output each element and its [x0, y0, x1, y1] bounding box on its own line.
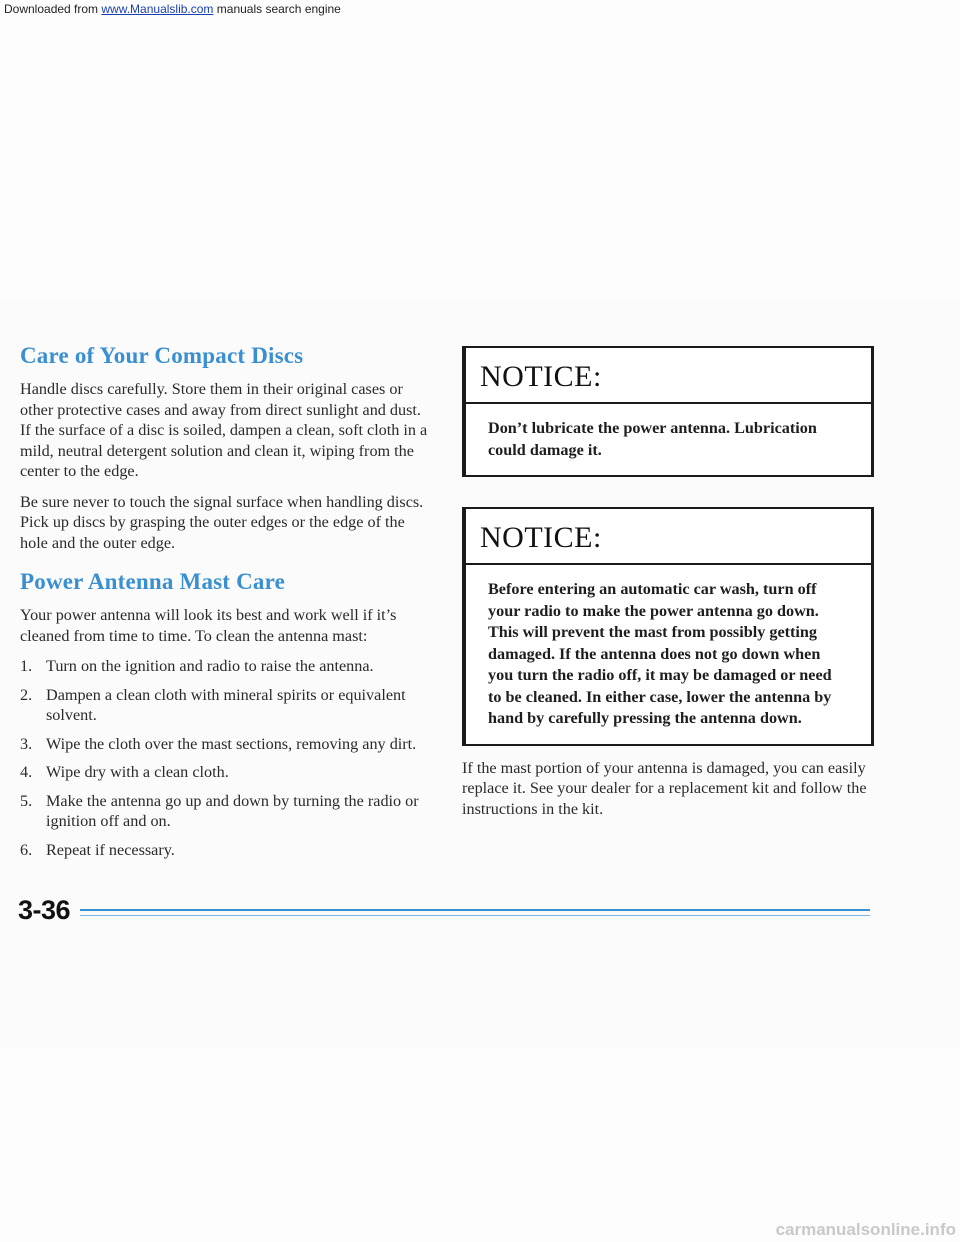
download-banner [4, 2, 341, 16]
antenna-care-heading: Power Antenna Mast Care [20, 569, 286, 594]
notice-title: NOTICE: [466, 509, 871, 565]
step-text: Turn on the ignition and radio to raise the antenna. [46, 657, 374, 675]
notice-box-lubrication [462, 346, 874, 477]
step-text: Dampen a clean cloth with mineral spirits or equivalent solvent. [46, 685, 406, 724]
watermark: carmanualsonline.info [775, 1220, 956, 1239]
footer-rule-thin [80, 915, 870, 916]
step-number: 4. [20, 763, 33, 781]
antenna-care-intro: Your power antenna will look its best and work well if it’s cleaned from time to time. To clean the antenna mast: [20, 606, 397, 645]
page-number: 3-36 [18, 895, 71, 925]
notice-box-car-wash [462, 507, 874, 746]
left-column [20, 343, 430, 868]
compact-discs-paragraph-1: Handle discs carefully. Store them in their original cases or other protective cases and away from direct sunlight and dust. If the surface of a disc is soiled, dampen a clean, soft cloth in a mild, neutral detergent solution and clean it, wiping from the center to the edge. [20, 380, 428, 480]
notice-message: Don’t lubricate the power antenna. Lubrication could damage it. [488, 419, 817, 459]
antenna-cleaning-steps [20, 656, 430, 860]
list-item [20, 685, 430, 726]
list-item [20, 840, 430, 861]
step-number: 6. [20, 840, 33, 859]
step-text: Make the antenna go up and down by turning the radio or ignition off and on. [46, 791, 419, 830]
download-suffix: manuals search engine [213, 2, 341, 16]
compact-discs-heading: Care of Your Compact Discs [20, 343, 304, 368]
right-column [462, 346, 874, 829]
footer-rule [80, 909, 870, 911]
step-text: Wipe the cloth over the mast sections, removing any dirt. [46, 734, 417, 753]
compact-discs-paragraph-2: Be sure never to touch the signal surface when handling discs. Pick up discs by grasping the outer edges or the edge of the hole and the outer edge. [20, 492, 424, 552]
list-item [20, 656, 430, 677]
step-number: 1. [20, 657, 33, 675]
list-item [20, 762, 430, 783]
step-text: Wipe dry with a clean cloth. [46, 763, 229, 781]
list-item [20, 791, 430, 832]
notice-title: NOTICE: [466, 348, 871, 404]
step-text: Repeat if necessary. [46, 840, 175, 859]
step-number: 5. [20, 791, 33, 810]
mast-replacement-paragraph: If the mast portion of your antenna is damaged, you can easily replace it. See your dealer for a replacement kit and follow the instructions in the kit. [462, 758, 867, 818]
list-item [20, 734, 430, 755]
page-footer [18, 895, 870, 925]
manualslib-link[interactable]: www.Manualslib.com [101, 2, 214, 16]
step-number: 3. [20, 734, 33, 753]
notice-message: Before entering an automatic car wash, turn off your radio to make the power antenna go down. This will prevent the mast from possibly getting damaged. If the antenna does not go down when you turn the radio off, it may be damaged or need to be cleaned. In either case, lower the antenna by hand by carefully pressing the antenna down. [488, 580, 832, 727]
step-number: 2. [20, 685, 33, 704]
download-prefix: Downloaded from [4, 2, 102, 16]
